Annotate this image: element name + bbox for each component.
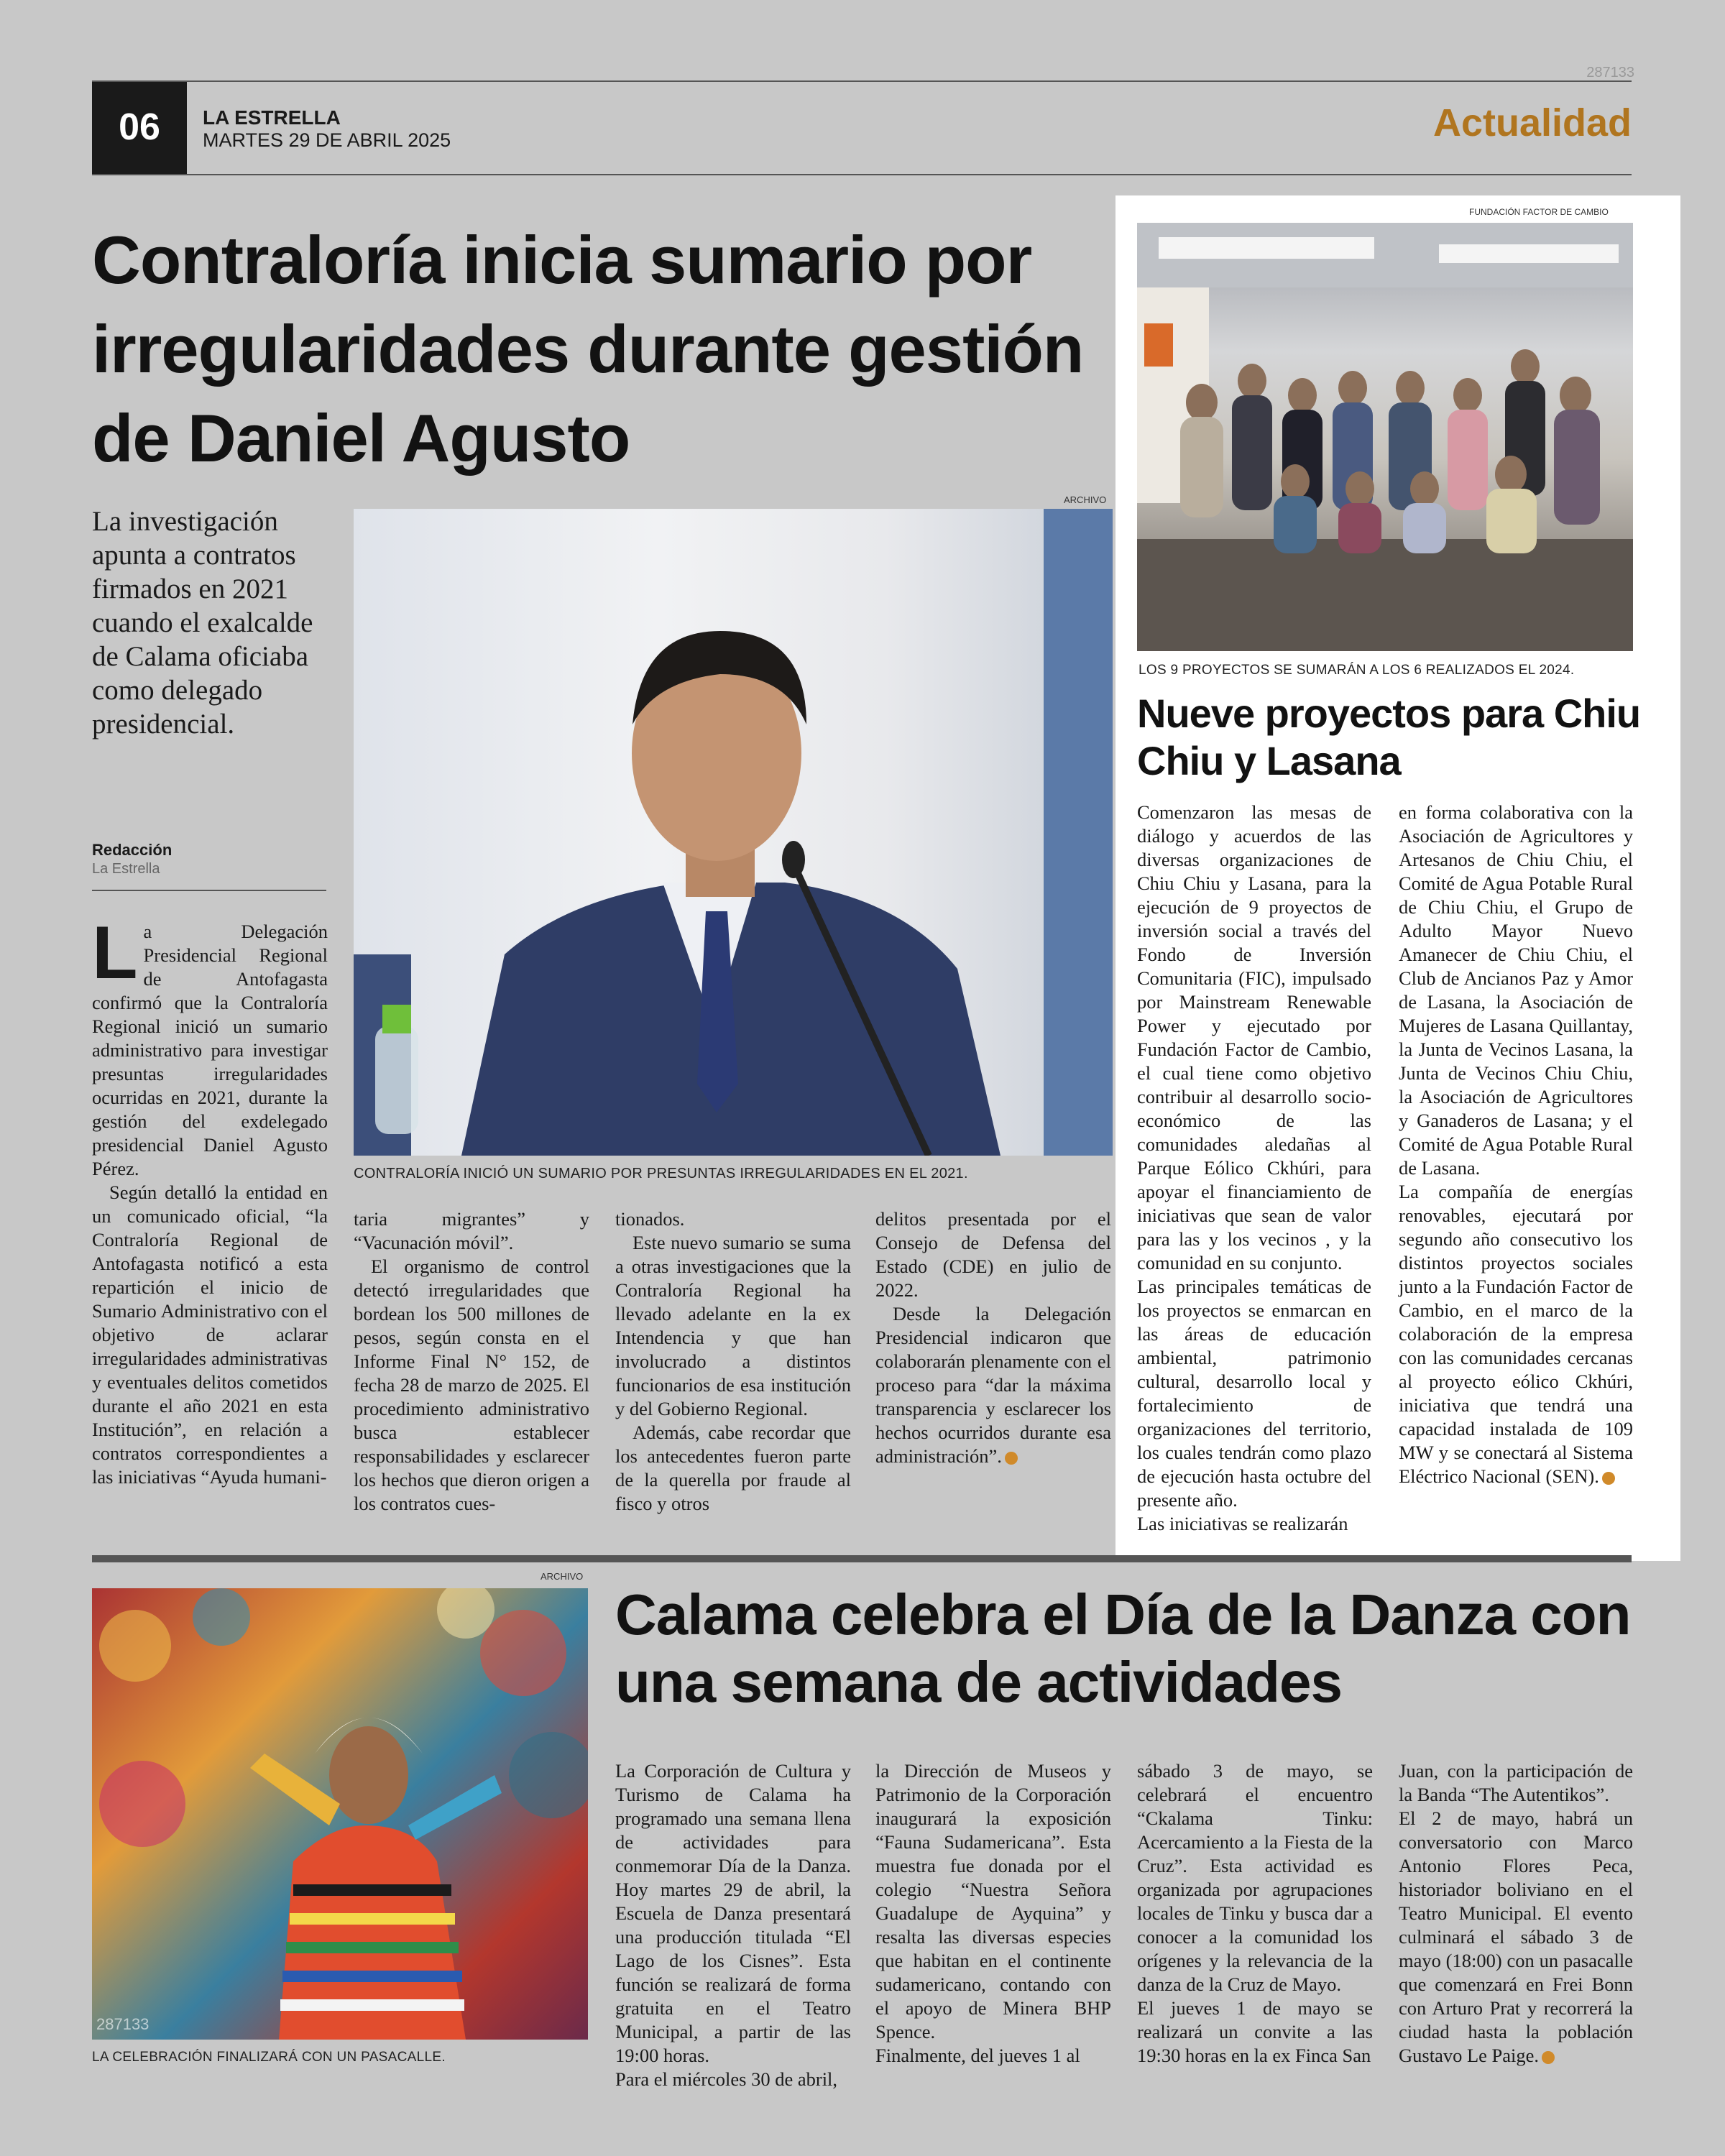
- sidebar-column-1: [1137, 801, 1371, 1536]
- paragraph: Este nuevo sumario se suma a otras investigaciones que la Contraloría Regional ha llevado adelante en la ex Intendencia y que han involucrado a distintos funcionarios de esa institución y del Gobierno Regional.: [615, 1232, 851, 1419]
- photo-credit: ARCHIVO: [1064, 494, 1107, 505]
- end-mark-icon: [1005, 1452, 1018, 1465]
- sidebar-photo-credit: FUNDACIÓN FACTOR DE CAMBIO: [1469, 207, 1609, 217]
- end-mark-icon: [1542, 2051, 1555, 2064]
- paragraph: Para el miércoles 30 de abril,: [615, 2068, 838, 2090]
- byline-source: La Estrella: [92, 861, 160, 877]
- paragraph: Además, cabe recordar que los antecedentes fueron parte de la querella por fraude al fisco y otros: [615, 1422, 851, 1514]
- paragraph: El organismo de control detectó irregularidades que bordean los 500 millones de pesos, según consta en el Informe Final N° 152, de fecha 28 de marzo de 2025. El procedimiento administrativo busca establecer responsabilidades y esclarecer los hechos que dieron origen a los contratos cues-: [354, 1256, 589, 1514]
- photo-caption: CONTRALORÍA INICIÓ UN SUMARIO POR PRESUNTAS IRREGULARIDADES EN EL 2021.: [354, 1166, 968, 1181]
- paragraph: delitos presentada por el Consejo de Defensa del Estado (CDE) en julio de 2022.: [875, 1208, 1111, 1301]
- sidebar-photo-caption: LOS 9 PROYECTOS SE SUMARÁN A LOS 6 REALIZADOS EL 2024.: [1138, 663, 1575, 678]
- paragraph: Comenzaron las mesas de diálogo y acuerdos de las diversas organizaciones de Chiu Chiu y Lasana, para la ejecución de 9 proyectos de inversión social a través del Fondo de Inversión Comunitaria (FIC), impulsado por Mainstream Renewable Power y ejecutado por Fundación Factor de Cambio, el cual tiene como objetivo contribuir al desarrollo socio-económico de las comunidades aledañas al Parque Eólico Ckhúri, para apoyar el financiamiento de iniciativas que sean de valor para las y los vecinos , y la comunidad en su conjunto.: [1137, 801, 1371, 1273]
- paragraph: Finalmente, del jueves 1 al: [875, 2045, 1080, 2066]
- dance-photo: [92, 1588, 588, 2040]
- paragraph: El 2 de mayo, habrá un conversatorio con Marco Antonio Flores Peca, historiador boliviano en el Teatro Municipal. El evento culminará el sábado 3 de mayo (18:00) con un pasacalle que comenzará en Frei Bonn con Arturo Prat y recorrerá la ciudad hasta la población Gustavo Le Paige.: [1399, 1807, 1633, 2066]
- main-column-4: [875, 1207, 1111, 1468]
- bottom-photo-caption: LA CELEBRACIÓN FINALIZARÁ CON UN PASACALLE.: [92, 2050, 446, 2065]
- paragraph: Desde la Delegación Presidencial indicaron que colaborarán plenamente con el proceso para “dar la máxima transparencia y esclarecer los hechos ocurridos durante esa administración”.: [875, 1303, 1111, 1467]
- main-headline: Contraloría inicia sumario por irregularidades durante gestión de Daniel Agusto: [92, 222, 1084, 476]
- paragraph: en forma colaborativa con la Asociación de Agricultores y Artesanos de Chiu Chiu, el Comité de Agua Potable Rural de Chiu Chiu, el Grupo de Adulto Mayor Nuevo Amanecer de Chiu Chiu, el Club de Ancianos Paz y Amor de Lasana, la Asociación de Mujeres de Lasana Quillantay, la Junta de Vecinos Lasana, la Junta de Vecinos Chiu Chiu, la Asociación de Agricultores y Ganaderos de Lasana; y el Comité de Agua Potable Rural de Lasana.: [1399, 801, 1633, 1179]
- paragraph: sábado 3 de mayo, se celebrará el encuentro “Ckalama Tinku: Acercamiento a la Fiesta de la Cruz”. Esta actividad es organizada por agrupaciones locales de Tinku y busca dar a conocer a la comunidad los orígenes y la relevancia de la danza de la Cruz de Mayo.: [1137, 1760, 1373, 1995]
- photo-watermark: 287133: [96, 2015, 150, 2033]
- paragraph: La Corporación de Cultura y Turismo de Calama ha programado una semana llena de actividades para conmemorar Día de la Danza. Hoy martes 29 de abril, la Escuela de Danza presentará una producción titulada “El Lago de los Cisnes”. Esta función se realizará de forma gratuita en el Teatro Municipal, a partir de las 19:00 horas.: [615, 1760, 851, 2066]
- bottom-column-2: [875, 1759, 1111, 2068]
- header-top-rule: [92, 80, 1632, 82]
- group-photo-illustration: [1137, 223, 1633, 651]
- main-column-2: [354, 1207, 589, 1516]
- paragraph: Juan, con la participación de la Banda “The Autentikos”.: [1399, 1760, 1633, 1805]
- dance-photo-illustration: [92, 1588, 588, 2040]
- byline-rule: [92, 890, 326, 891]
- sidebar-headline: Nueve proyectos para Chiu Chiu y Lasana: [1137, 691, 1641, 783]
- main-deck: La investigación apunta a contratos firmados en 2021 cuando el exalcalde de Calama oficiaba como delegado presidencial.: [92, 506, 313, 740]
- issue-date: MARTES 29 DE ABRIL 2025: [203, 129, 451, 151]
- page-number: 06: [92, 80, 187, 174]
- paragraph: Según detalló la entidad en un comunicado oficial, “la Contraloría Regional de Antofagasta notificó a esta repartición el inicio de Sumario Administrativo con el objetivo de aclarar irregularidades administrativas y eventuales delitos cometidos durante el año 2021 en esta Institución”, en relación a contratos correspondientes a las iniciativas “Ayuda humani-: [92, 1181, 328, 1488]
- paragraph: taria migrantes” y “Vacunación móvil”.: [354, 1208, 589, 1253]
- paragraph: Las principales temáticas de los proyectos se enmarcan en las áreas de educación ambiental, patrimonio cultural, desarrollo local y fortalecimiento de organizaciones del territorio, los cuales tendrán como plazo de ejecución hasta octubre del presente año.: [1137, 1276, 1371, 1511]
- paragraph: Las iniciativas se realizarán: [1137, 1513, 1348, 1534]
- group-photo: [1137, 223, 1633, 651]
- dropcap: L: [92, 911, 138, 995]
- bottom-column-1: [615, 1759, 851, 2091]
- portrait-illustration: [354, 509, 1113, 1156]
- main-column-3: [615, 1207, 851, 1516]
- paragraph: La compañía de energías renovables, ejecutará por segundo año consecutivo los distintos proyectos sociales junto a la Fundación Factor de Cambio, en el marco de la colaboración de la empresa con las comunidades cercanas al proyecto eólico Ckhúri, iniciativa que tendrá una capacidad instalada de 109 MW y se conectará al Sistema Eléctrico Nacional (SEN).: [1399, 1181, 1633, 1487]
- byline: Redacción: [92, 841, 172, 859]
- bottom-column-4: [1399, 1759, 1633, 2068]
- page-code: 287133: [1586, 65, 1634, 80]
- end-mark-icon: [1602, 1472, 1615, 1485]
- portrait-photo: [354, 509, 1113, 1156]
- newspaper-name: LA ESTRELLA: [203, 106, 341, 129]
- bottom-headline: Calama celebra el Día de la Danza con una semana de actividades: [615, 1583, 1631, 1714]
- header-bottom-rule: [92, 174, 1632, 175]
- main-column-1: [92, 911, 328, 1489]
- paragraph: la Dirección de Museos y Patrimonio de la Corporación inaugurará la exposición “Fauna Sudamericana”. Esta muestra fue donada por el colegio “Nuestra Señora Guadalupe de Ayquina” y resalta las diversas especies que habitan en el continente sudamericano, contando con el apoyo de Minera BHP Spence.: [875, 1760, 1111, 2042]
- bottom-column-3: [1137, 1759, 1373, 2068]
- paragraph: tionados.: [615, 1208, 685, 1230]
- sidebar-column-2: [1399, 801, 1633, 1488]
- section-title: Actualidad: [1432, 101, 1632, 144]
- bottom-photo-credit: ARCHIVO: [540, 1571, 584, 1582]
- paragraph: El jueves 1 de mayo se realizará un convite a las 19:30 horas en la ex Finca San: [1137, 1997, 1373, 2066]
- section-divider: [92, 1555, 1632, 1562]
- paragraph: a Delegación Presidencial Regional de Antofagasta confirmó que la Contraloría Regional inició un sumario administrativo para investigar presuntas irregularidades ocurridas en 2021, durante la gestión del exdelegado presidencial Daniel Agusto Pérez.: [92, 921, 328, 1179]
